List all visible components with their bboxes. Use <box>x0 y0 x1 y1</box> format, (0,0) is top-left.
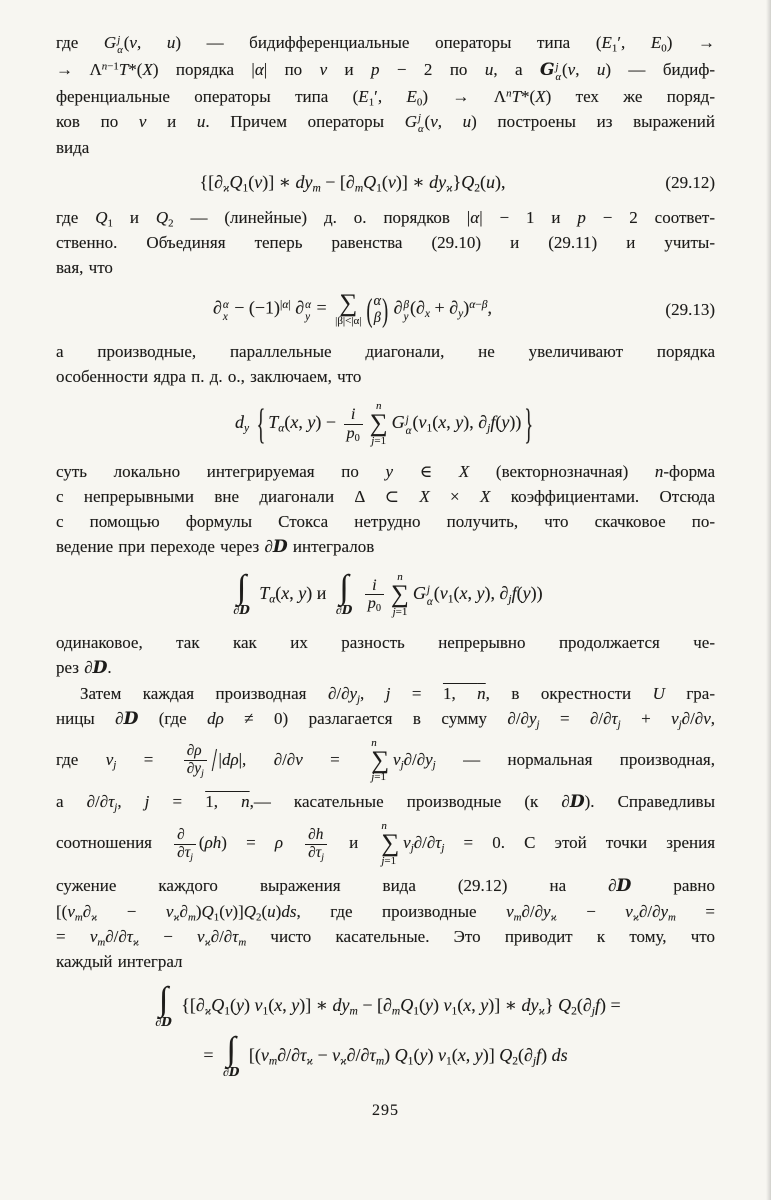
text-line: соотношения $\frac{\partial}{\partial\tau_j}$ (ρh) = ρ $\frac{\partial h}{\partial\tau_j}$ и n ∑ j=1 $\nu_j\partial/\partial\tau_j = 0$. С этой точки зрения <box>56 820 716 868</box>
text-line: → $\Lambda^{n-1}T*(X)$ порядка |α| по v и p − 2 по u, а G j α (v, u) — бидиф- <box>56 59 716 84</box>
text-line: рез ∂D. <box>56 657 112 678</box>
text-line: $[(\nu_m\partial_ϰ - \nu_ϰ\partial_m)Q_1(v)]Q_2(u)ds$, где производные $\nu_m\partial/\partial y_ϰ - \nu_ϰ\partial/\partial y_m$ = <box>56 902 715 924</box>
equation-number: (29.12) <box>665 172 715 192</box>
paragraph-q1-q2 <box>56 205 715 280</box>
equation-29-13 <box>56 292 715 327</box>
text-line: Затем каждая производная $\partial/\partial y_j$, j = 1, n, в окрестности U гра- <box>80 683 716 705</box>
text-line: с непрерывными вне диагонали Δ ⊂ X × X коэффициентами. Отсюда <box>56 486 715 506</box>
page-number: 295 <box>372 1101 399 1119</box>
formula-line: ∫ ∂D {[$\partial_ϰQ_1(y)$ $v_1(x$, y)] ∗ $dy_m - [\partial_mQ_1(y)$ $v_1(x$, y)] ∗ $dy_ϰ$} $Q_2(\partial_jf)$ = <box>155 981 621 1030</box>
paragraph-normal-decomposition <box>56 681 715 732</box>
display-dy-bracket: $d_y$ { $T_\alpha(x$, y) − $\frac{i}{p_0}$ n ∑ j=1 G j α ($v_1(x$, y), $\partial_jf(y)$) } <box>235 400 533 448</box>
equation-body: ∂ α x − $(-1)^{|\alpha|}$ ∂ α y = ∑ |β|<|α| ( α β ) ∂ β y $(\partial_x + \partial_y)^{\alpha-\beta}$, <box>212 290 493 328</box>
text-line: вая, что <box>56 258 113 278</box>
paragraph-nu-definition <box>56 732 715 816</box>
text-line: где $Q_1$ и $Q_2$ — (линейные) д. о. порядков |α| − 1 и p − 2 соответ- <box>56 208 715 230</box>
text-line: ков по v и u. Причем операторы G j α (v, u) построены из выражений <box>56 111 715 135</box>
text-line: особенности ядра п. д. о., заключаем, что <box>56 367 362 387</box>
text-line: суть локально интегрируемая по y ∈ X (векторнозначная) n-форма <box>56 461 715 481</box>
formula-line: = ∫ ∂D [$(\nu_m\partial/\partial\tau_ϰ - \nu_ϰ\partial/\partial\tau_m)$ $Q_1(y)$ $v_1(x$, y)] $Q_2(\partial_jf)$ ds <box>203 1031 568 1079</box>
text-line: ственно. Объединяя теперь равенства (29.10) и (29.11) и учиты- <box>56 233 715 253</box>
text-line: где $\nu_j$ = $\frac{\partial\rho}{\partial y_j}$ / |dρ|, ∂/∂ν = n ∑ j=1 $\nu_j\partial/\partial y_j$ — нормальная производная, <box>56 736 716 784</box>
paragraph-derivatives-diagonal <box>56 339 715 389</box>
paragraph-n-form <box>56 459 715 560</box>
paragraph-identical <box>56 630 715 681</box>
text-line: = $\nu_m\partial/\partial\tau_ϰ - \nu_ϰ\partial/\partial\tau_m$ чисто касательные. Это приводит к тому, что <box>56 927 715 949</box>
text-line: где G j α (v, u) — бидифференциальные операторы типа ($E_1'$, $E_0$) → <box>56 33 715 57</box>
text-line: вида <box>56 138 90 158</box>
paragraph-operators-def <box>56 30 715 160</box>
equation-number: (29.13) <box>665 299 715 319</box>
text-line: сужение каждого выражения вида (29.12) на ∂D равно <box>56 876 715 897</box>
text-line: а производные, параллельные диагонали, не увеличивают порядка <box>56 342 715 362</box>
display-final-integral <box>56 981 715 1079</box>
text-line: одинаковое, так как их разность непрерывно продолжается че- <box>56 632 715 652</box>
equation-body: {$[\partial_ϰQ_1(v)]$ ∗ $dy_m - [\partial_mQ_1(v)]$ ∗ $dy_ϰ\}Q_2(u)$, <box>199 172 506 195</box>
display-boundary-integrals: ∫ ∂D $T_\alpha(x$, y) и ∫ ∂D $\frac{i}{p_0}$ n ∑ j=1 G j α ($v_1(x$, y), $\partial_jf(y)$) <box>233 568 543 618</box>
paragraph-relations <box>56 815 715 974</box>
text-line: ференциальные операторы типа ($E_1'$, $E_0) \to \Lambda^nT*(X)$ тех же поряд- <box>56 86 715 108</box>
text-line: ницы ∂D (где dρ ≠ 0) разлагается в сумму $\partial/\partial y_j = \partial/\partial\tau_j + \nu_j\partial/\partial\nu$, <box>56 708 715 730</box>
text-line: с помощью формулы Стокса нетрудно получить, что скачковое по- <box>56 511 715 531</box>
equation-29-12 <box>56 172 715 193</box>
text-line: а $\partial/\partial\tau_j$, j = 1, n,— касательные производные (к ∂D). Справедливы <box>56 792 715 814</box>
text-line: ведение при переходе через ∂D интегралов <box>56 536 375 557</box>
text-line: каждый интеграл <box>56 952 183 972</box>
